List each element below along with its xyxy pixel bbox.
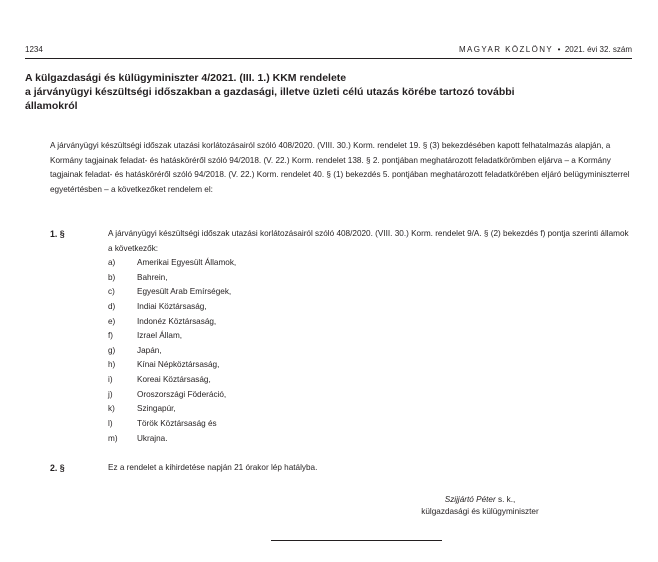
list-item-letter: f)	[108, 331, 114, 341]
list-item-text: Amerikai Egyesült Államok,	[137, 258, 237, 267]
list-item-letter: l)	[108, 419, 113, 429]
list-item	[108, 300, 236, 315]
list-item-text: Ukrajna.	[137, 433, 168, 443]
list-item-text: Japán,	[137, 345, 162, 355]
signature-suffix: s. k.,	[495, 495, 516, 504]
list-item-letter: h)	[108, 360, 116, 370]
decree-title	[25, 71, 625, 113]
section-2-number: 2. §	[50, 463, 65, 473]
list-item	[108, 344, 236, 359]
list-item-letter: b)	[108, 272, 116, 282]
list-item	[108, 315, 236, 330]
list-item-letter: a)	[108, 258, 116, 267]
signature-line	[380, 494, 580, 506]
country-list	[108, 256, 236, 446]
list-item	[108, 388, 236, 403]
journal-info	[459, 45, 632, 55]
list-item-letter: c)	[108, 287, 115, 297]
list-item-letter: g)	[108, 345, 116, 355]
section-1-text: A járványügyi készültségi időszak utazási korlátozásairól szóló 408/2020. (VIII. 30.) Korm. rendelet 9/A. § (2) bekezdés f) pontja szerinti államok a következők:	[108, 229, 629, 253]
section-2-text: Ez a rendelet a kihirdetése napján 21 órakor lép hatályba.	[108, 463, 318, 472]
list-item	[108, 271, 236, 286]
list-item-text: Oroszországi Föderáció,	[137, 389, 227, 399]
list-item	[108, 329, 236, 344]
list-item-letter: m)	[108, 433, 118, 443]
list-item-text: Bahrein,	[137, 272, 168, 282]
header-separator: •	[557, 45, 561, 54]
list-item-text: Indonéz Köztársaság,	[137, 316, 217, 326]
signature-block	[380, 494, 580, 518]
page-header	[25, 45, 632, 57]
page-number: 1234	[25, 45, 43, 54]
signatory-name: Szijjártó Péter	[444, 495, 496, 504]
end-rule	[271, 540, 442, 541]
journal-name: MAGYAR KÖZLÖNY	[458, 45, 554, 54]
list-item-text: Török Köztársaság és	[137, 419, 217, 429]
list-item-text: Koreai Köztársaság,	[137, 375, 211, 385]
title-line-1: A külgazdasági és külügyminiszter 4/2021. (III. 1.) KKM rendelete	[25, 72, 347, 84]
list-item	[108, 402, 236, 417]
list-item-text: Izrael Állam,	[137, 331, 183, 341]
list-item-letter: e)	[108, 316, 116, 326]
list-item	[108, 358, 236, 373]
list-item-text: Egyesült Arab Emírségek,	[137, 287, 232, 297]
list-item-letter: k)	[108, 404, 115, 414]
title-line-2: a járványügyi készültségi időszakban a gazdasági, illetve üzleti célú utazás körébe tartozó további	[25, 86, 515, 98]
signatory-role: külgazdasági és külügyminiszter	[421, 507, 539, 516]
list-item	[108, 285, 236, 300]
list-item-letter: j)	[108, 389, 113, 399]
list-item	[108, 256, 236, 271]
list-item-letter: i)	[108, 375, 113, 385]
issue-info: 2021. évi 32. szám	[564, 45, 632, 54]
preamble: A járványügyi készültségi időszak utazási korlátozásairól szóló 408/2020. (VIII. 30.) Korm. rendelet 19. § (3) bekezdésében kapott felhatalmazás alapján, a Kormány tagjainak feladat- és hatásköréről szóló 94/2018. (V. 22.) Korm. rendelet 138. § 2. pontjában meghatározott feladatkörömben eljárva – a Kormány tagjainak feladat- és hatásköréről szóló 94/2018. (V. 22.) Korm. rendelet 40. § (1) bekezdés 5. pontjában meghatározott feladatkörében eljáró belügyminiszterrel egyetértésben – a következőket rendelem el:	[50, 141, 630, 194]
list-item-text: Kínai Népköztársaság,	[137, 360, 220, 370]
header-rule	[25, 58, 632, 59]
list-item-letter: d)	[108, 301, 116, 311]
list-item	[108, 417, 236, 432]
title-line-3: államokról	[25, 100, 78, 112]
list-item-text: Indiai Köztársaság,	[137, 301, 207, 311]
list-item-text: Szingapúr,	[137, 404, 176, 414]
list-item	[108, 373, 236, 388]
list-item	[108, 432, 236, 447]
section-1-number: 1. §	[50, 229, 65, 239]
